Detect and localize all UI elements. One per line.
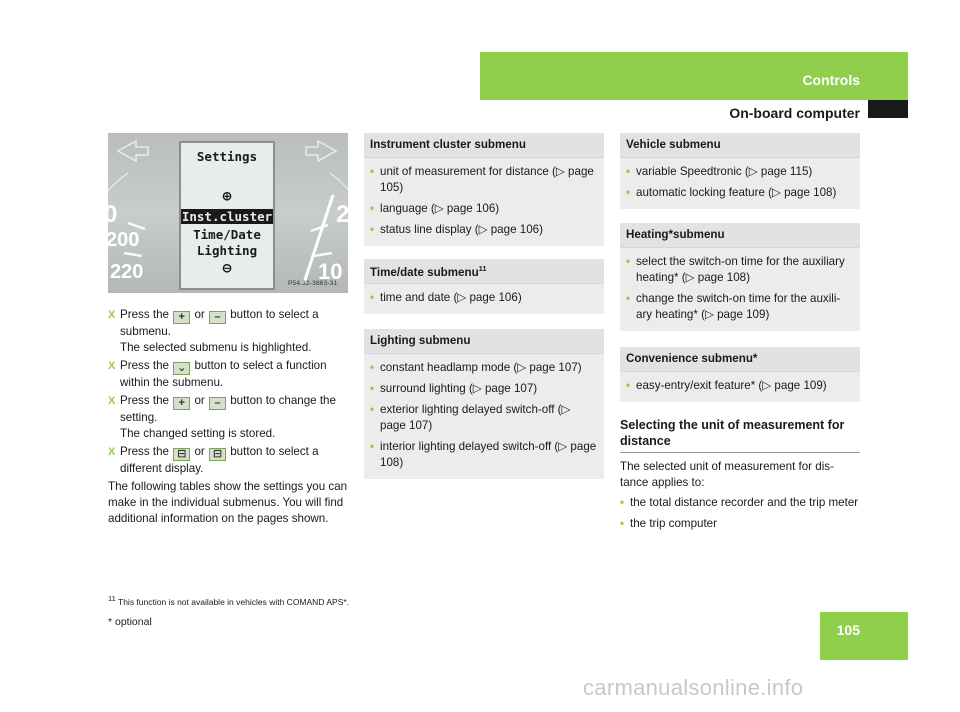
panel-title: Convenience submenu* (620, 347, 860, 372)
lcd-minus-icon: ⊖ (222, 259, 232, 277)
plus-button-icon: + (173, 397, 190, 410)
panel-time-date (364, 259, 604, 314)
panel-title: Lighting submenu (364, 329, 604, 354)
display-button-icon: ⊟ (173, 448, 190, 461)
page-number: 105 (836, 622, 860, 638)
step-text: Press the (120, 308, 169, 321)
arrow-icon: X (108, 446, 116, 458)
lcd-item-timedate: Time/Date (193, 227, 261, 242)
list-item: • time and date (▷ page 106) (370, 291, 522, 304)
step-1 (108, 307, 348, 356)
chapter-title: On-board computer (729, 105, 860, 121)
watermark: carmanualsonline.info (583, 675, 804, 700)
list-item: • select the switch-on time for the auxiliary heating* (▷ page 108) (626, 255, 845, 284)
step-3 (108, 393, 348, 442)
display-button-icon: ⊟ (209, 448, 226, 461)
list-item: • status line display (▷ page 106) (370, 223, 543, 236)
gauge-label-2: 2 (336, 201, 350, 228)
step-text: Press the (120, 445, 169, 458)
list-item: • language (▷ page 106) (370, 202, 500, 215)
list-item: • variable Speedtronic (▷ page 115) (626, 165, 813, 178)
list-item: • unit of measurement for distance (▷ page 105) (370, 165, 594, 194)
step-text: or (194, 394, 205, 407)
gauge-label-10: 10 (318, 259, 343, 284)
footnote-ref: 11 (478, 264, 487, 273)
panel-instrument-cluster (364, 133, 604, 246)
plus-button-icon: + (173, 311, 190, 324)
step-text: button to change the setting. (120, 394, 336, 424)
step-text: Press the (120, 359, 169, 372)
panel-heating (620, 223, 860, 331)
list-item: • easy-entry/exit feature* (▷ page 109) (626, 379, 827, 392)
panel-lighting (364, 329, 604, 479)
display-photo (104, 133, 350, 293)
panel-title: Instrument cluster submenu (364, 133, 604, 158)
minus-button-icon: – (209, 397, 226, 410)
list-item: • the trip computer (620, 517, 717, 530)
panel-vehicle (620, 133, 860, 209)
step-text: or (194, 308, 205, 321)
footnote-number: 11 (108, 594, 116, 603)
lcd-screen (179, 141, 275, 290)
footnote (108, 594, 349, 607)
panel-title: Time/date submenu$^{11}$ (364, 259, 604, 284)
lcd-highlighted-item: Inst.cluster (181, 209, 273, 224)
down-button-icon: ⌄ (173, 362, 190, 375)
gauge-label-220: 220 (110, 261, 144, 283)
lcd-item-lighting: Lighting (196, 243, 258, 258)
list-item: • the total distance recorder and the trip meter (620, 496, 859, 509)
intro-paragraph: The following tables show the settings you can make in the individual submenus. You will find additional information on the pages shown. (108, 480, 348, 525)
step-4 (108, 444, 348, 477)
step-text: Press the (120, 394, 169, 407)
arrow-icon: X (108, 395, 116, 407)
step-result: The changed setting is stored. (120, 427, 276, 440)
section-tab (480, 52, 908, 100)
arrow-icon: X (108, 309, 116, 321)
list-item: • constant headlamp mode (▷ page 107) (370, 361, 582, 374)
minus-button-icon: – (209, 311, 226, 324)
panel-title: Vehicle submenu (620, 133, 860, 158)
unit-description (620, 459, 860, 532)
header-marker (868, 100, 908, 118)
gauge-label-200: 200 (106, 229, 140, 251)
step-text: button to select a different display. (120, 445, 319, 475)
panel-convenience (620, 347, 860, 402)
list-item: • interior lighting delayed switch-off (▷ page 108) (370, 440, 597, 469)
optional-note: * optional (108, 616, 152, 628)
list-item: • change the switch-on time for the auxili-ary heating* (▷ page 109) (626, 292, 841, 321)
gauge-label-0: 0 (104, 201, 118, 228)
list-item: • exterior lighting delayed switch-off (▷ page 107) (370, 403, 571, 432)
step-text: button to select a function within the submenu. (120, 359, 327, 389)
intro-text: The selected unit of measurement for dis-tance applies to: (620, 460, 834, 489)
list-item: • surround lighting (▷ page 107) (370, 382, 538, 395)
section-heading: Selecting the unit of measurement for distance (620, 417, 860, 453)
lcd-plus-icon: ⊕ (222, 187, 232, 205)
section-title: Controls (802, 72, 860, 88)
page-number-box (820, 612, 908, 660)
lcd-title: Settings (196, 149, 258, 164)
arrow-icon: X (108, 360, 116, 372)
step-result: The selected submenu is highlighted. (120, 341, 312, 354)
panel-title: Heating*submenu (620, 223, 860, 248)
step-2 (108, 358, 348, 391)
footnote-text: This function is not available in vehicles with COMAND APS*. (118, 596, 350, 607)
instructions (108, 307, 348, 527)
photo-code: P54.32-3863-31 (288, 280, 338, 287)
step-text: or (194, 445, 205, 458)
step-text: button to select a submenu. (120, 308, 319, 338)
list-item: • automatic locking feature (▷ page 108) (626, 186, 837, 199)
